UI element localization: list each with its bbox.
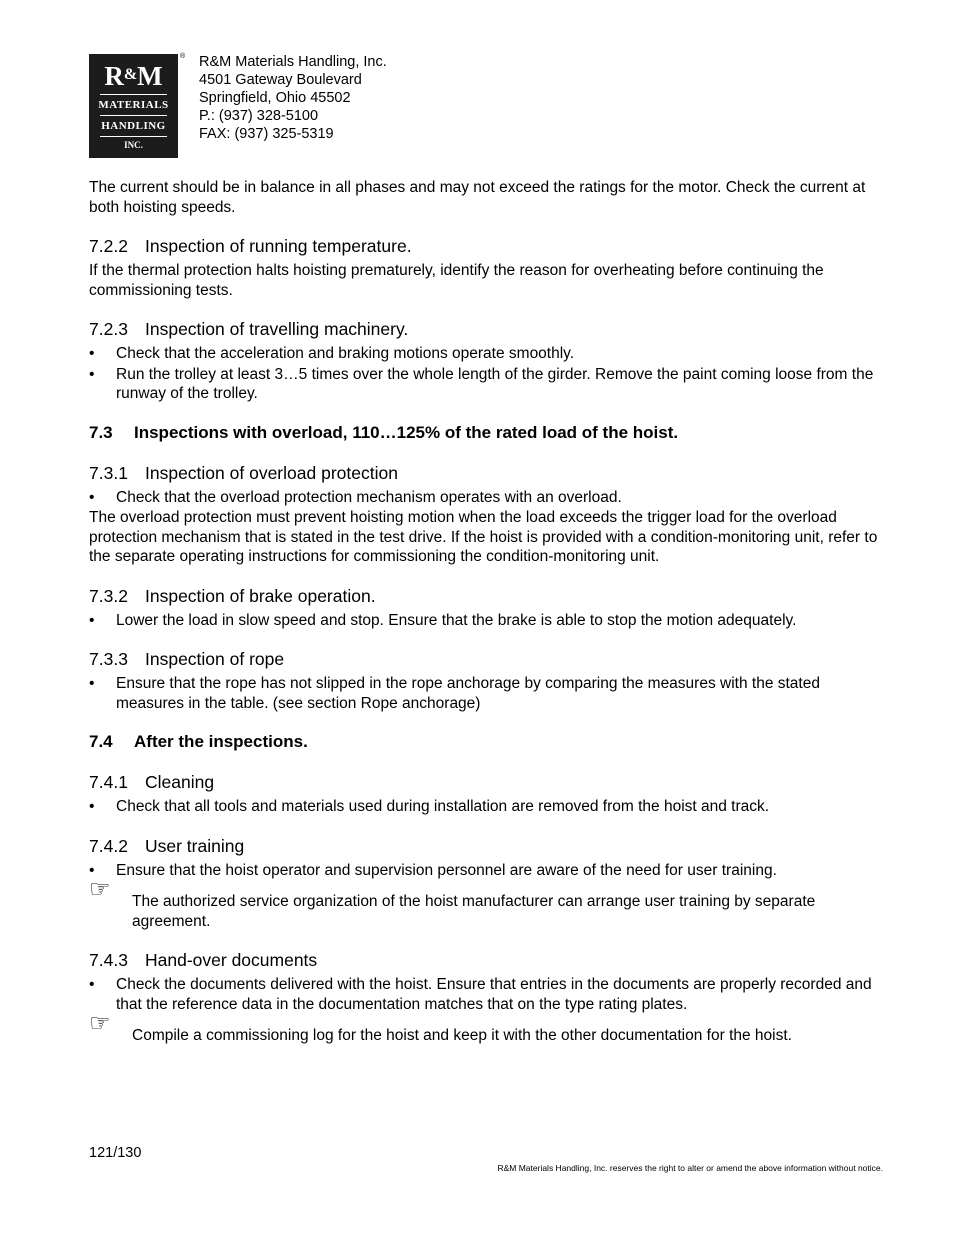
bullet-list-7-4-1 [89,797,889,817]
list-item: • Check that the overload protection mechanism operates with an overload. [89,488,622,506]
list-item: • Run the trolley at least 3…5 times over the whole length of the girder. Remove the paint coming loose from the runway of the trolley. [89,365,874,402]
bullet-icon: • [89,861,95,879]
list-item: • Lower the load in slow speed and stop. Ensure that the brake is able to stop the motion adequately. [89,611,797,629]
section-text-7-3-1: The overload protection must prevent hoisting motion when the load exceeds the trigger load for the overload protection mechanism that is stated in the test drive. If the hoist is provided with a condition-monitoring unit, refer to the separate operating instructions for commissioning the condition-monitoring unit. [89,509,878,565]
bullet-icon: • [89,611,95,629]
address-line: 4501 Gateway Boulevard [199,72,362,88]
bullet-icon: • [89,976,95,993]
logo-word-materials: MATERIALS [98,99,169,111]
bullet-list-7-3-1 [89,488,889,508]
list-item: • Ensure that the rope has not slipped in the rope anchorage by comparing the measures with the stated measures in the table. (see section Rope anchorage) [89,675,820,712]
address-line: R&M Materials Handling, Inc. [199,54,387,70]
list-item: • Check that all tools and materials used during installation are removed from the hoist and track. [89,798,770,815]
bullet-list-7-2-3 [89,344,889,404]
note-7-4-3 [89,1010,889,1046]
bullet-icon: • [89,345,95,362]
list-item: • Ensure that the hoist operator and supervision personnel are aware of the need for user training. [89,861,777,879]
address-line: FAX: (937) 325-5319 [199,126,334,142]
section-heading-7-4: 7.4 After the inspections. [89,732,308,751]
section-heading-7-3-2: 7.3.2 Inspection of brake operation. [89,585,376,606]
pointing-hand-icon: ☞ [89,876,111,903]
note-7-4-2 [89,876,889,931]
section-heading-7-3-1: 7.3.1 Inspection of overload protection [89,462,398,483]
bullet-list-7-3-2 [89,611,889,631]
list-item: • Check that the acceleration and braking motions operate smoothly. [89,345,575,362]
section-text-7-2-2: If the thermal protection halts hoisting prematurely, identify the reason for overheating before continuing the commissioning tests. [89,262,824,299]
note-text: Compile a commissioning log for the hoist and keep it with the other documentation for the hoist. [132,1027,792,1044]
bullet-icon: • [89,488,95,506]
section-heading-7-4-3: 7.4.3 Hand-over documents [89,950,318,970]
section-heading-7-3: 7.3 Inspections with overload, 110…125% of the rated load of the hoist. [89,422,679,442]
bullet-icon: • [89,365,95,383]
section-heading-7-2-3: 7.2.3 Inspection of travelling machinery. [89,319,409,339]
bullet-list-7-4-3 [89,975,889,1014]
logo-divider [100,115,167,116]
footer-disclaimer: R&M Materials Handling, Inc. reserves the right to alter or amend the above information without notice. [497,1163,883,1173]
bullet-icon: • [89,798,95,815]
address-line: P.: (937) 328-5100 [199,108,319,124]
section-heading-7-4-2: 7.4.2 User training [89,835,245,856]
logo-word-inc: INC. [124,140,143,150]
section-heading-7-3-3: 7.3.3 Inspection of rope [89,649,285,669]
company-address [199,53,387,143]
bullet-list-7-3-3 [89,674,889,713]
pointing-hand-icon: ☞ [89,1010,111,1037]
document-body [89,178,889,1046]
logo-monogram: R&M [104,61,163,91]
address-line: Springfield, Ohio 45502 [199,90,351,106]
bullet-list-7-4-2 [89,861,889,881]
note-text: The authorized service organization of the hoist manufacturer can arrange user training by separate agreement. [132,893,816,930]
logo-divider [100,136,167,137]
registered-mark: ® [180,53,186,60]
intro-paragraph: The current should be in balance in all phases and may not exceed the ratings for the motor. Check the current at both hoisting speeds. [89,179,866,216]
page-number: 121/130 [89,1145,142,1161]
list-item: • Check the documents delivered with the hoist. Ensure that entries in the documents are properly recorded and that the reference data in the documentation matches that on the type rating plates. [89,976,872,1013]
section-heading-7-2-2: 7.2.2 Inspection of running temperature. [89,236,412,256]
logo-word-handling: HANDLING [101,120,166,132]
section-heading-7-4-1: 7.4.1 Cleaning [89,772,215,792]
logo-divider [100,94,167,95]
company-logo [89,54,178,158]
bullet-icon: • [89,675,95,692]
